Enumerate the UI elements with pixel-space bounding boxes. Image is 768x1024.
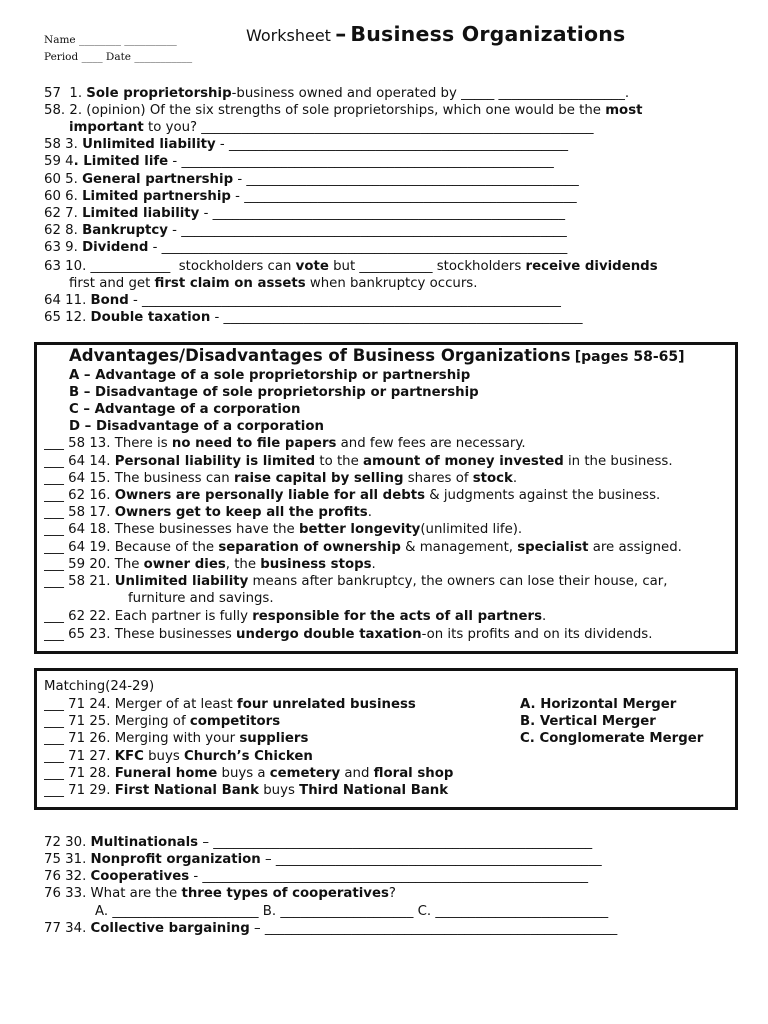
option-c: C – Advantage of a corporation	[69, 402, 301, 417]
question-2-cont: important to you? ___________________________________________________________	[69, 120, 594, 135]
choice-horizontal-merger: A. Horizontal Merger	[520, 697, 677, 712]
question-5: 60 5. General partnership - __________________________________________________	[44, 172, 579, 187]
question-21-cont: furniture and savings.	[128, 591, 274, 606]
question-13: ___ 58 13. There is no need to file papers and few fees are necessary.	[44, 436, 526, 451]
question-17: ___ 58 17. Owners get to keep all the profits.	[44, 505, 372, 520]
question-16: ___ 62 16. Owners are personally liable for all debts & judgments against the business.	[44, 488, 661, 503]
choice-conglomerate-merger: C. Conglomerate Merger	[520, 731, 704, 746]
question-31: 75 31. Nonprofit organization – _________________________________________________	[44, 852, 602, 867]
question-25: ___ 71 25. Merging of competitors	[44, 714, 281, 729]
matching-heading: Matching(24-29)	[44, 679, 155, 694]
question-6: 60 6. Limited partnership - __________________________________________________	[44, 189, 577, 204]
question-20: ___ 59 20. The owner dies, the business stops.	[44, 557, 376, 572]
choice-vertical-merger: B. Vertical Merger	[520, 714, 656, 729]
name-line: Name ________ __________	[44, 34, 177, 46]
question-12: 65 12. Double taxation - ______________________________________________________	[44, 310, 583, 325]
question-3: 58 3. Unlimited liability - ___________________________________________________	[44, 137, 569, 152]
question-9: 63 9. Dividend - _____________________________________________________________	[44, 240, 568, 255]
title-main: Business Organizations	[350, 22, 626, 46]
question-21: ___ 58 21. Unlimited liability means after bankruptcy, the owners can lose their house, car,	[44, 574, 668, 589]
question-33: 76 33. What are the three types of cooperatives?	[44, 886, 396, 901]
question-7: 62 7. Limited liability - _____________________________________________________	[44, 206, 565, 221]
question-19: ___ 64 19. Because of the separation of ownership & management, specialist are assigned.	[44, 540, 682, 555]
option-a: A – Advantage of a sole proprietorship or partnership	[69, 368, 471, 383]
question-1: 57 1. Sole proprietorship-business owned and operated by _____ ___________________.	[44, 86, 630, 101]
title-dash: –	[335, 22, 347, 47]
question-34: 77 34. Collective bargaining – _____________________________________________________	[44, 921, 618, 936]
option-b: B – Disadvantage of sole proprietorship or partnership	[69, 385, 479, 400]
question-8: 62 8. Bankruptcy - __________________________________________________________	[44, 223, 567, 238]
question-14: ___ 64 14. Personal liability is limited to the amount of money invested in the business.	[44, 454, 673, 469]
question-15: ___ 64 15. The business can raise capital by selling shares of stock.	[44, 471, 518, 486]
question-22: ___ 62 22. Each partner is fully responsible for the acts of all partners.	[44, 609, 547, 624]
question-2: 58. 2. (opinion) Of the six strengths of sole proprietorships, which one would be the most	[44, 103, 643, 118]
question-29: ___ 71 29. First National Bank buys Third National Bank	[44, 783, 449, 798]
option-d: D – Disadvantage of a corporation	[69, 419, 324, 434]
page-title	[246, 22, 625, 47]
question-24: ___ 71 24. Merger of at least four unrelated business	[44, 697, 416, 712]
title-worksheet: Worksheet	[246, 26, 331, 45]
question-11: 64 11. Bond - _______________________________________________________________	[44, 293, 561, 308]
question-33-answers: A. ______________________ B. ____________________ C. __________________________	[95, 904, 609, 919]
question-23: ___ 65 23. These businesses undergo double taxation-on its profits and on its dividends.	[44, 627, 653, 642]
question-10: 63 10. ____________ stockholders can vote but ___________ stockholders receive dividends	[44, 259, 658, 274]
question-27: ___ 71 27. KFC buys Church’s Chicken	[44, 749, 313, 764]
question-28: ___ 71 28. Funeral home buys a cemetery and floral shop	[44, 766, 454, 781]
question-30: 72 30. Multinationals – _________________________________________________________	[44, 835, 593, 850]
question-18: ___ 64 18. These businesses have the better longevity(unlimited life).	[44, 522, 523, 537]
question-26: ___ 71 26. Merging with your suppliers	[44, 731, 309, 746]
question-32: 76 32. Cooperatives - __________________________________________________________	[44, 869, 589, 884]
period-date-line: Period ____ Date ___________	[44, 51, 193, 63]
question-4: 59 4. Limited life - ________________________________________________________	[44, 154, 554, 169]
question-10-cont: first and get first claim on assets when bankruptcy occurs.	[69, 276, 478, 291]
advantages-heading: Advantages/Disadvantages of Business Organizations [pages 58-65]	[69, 346, 685, 365]
